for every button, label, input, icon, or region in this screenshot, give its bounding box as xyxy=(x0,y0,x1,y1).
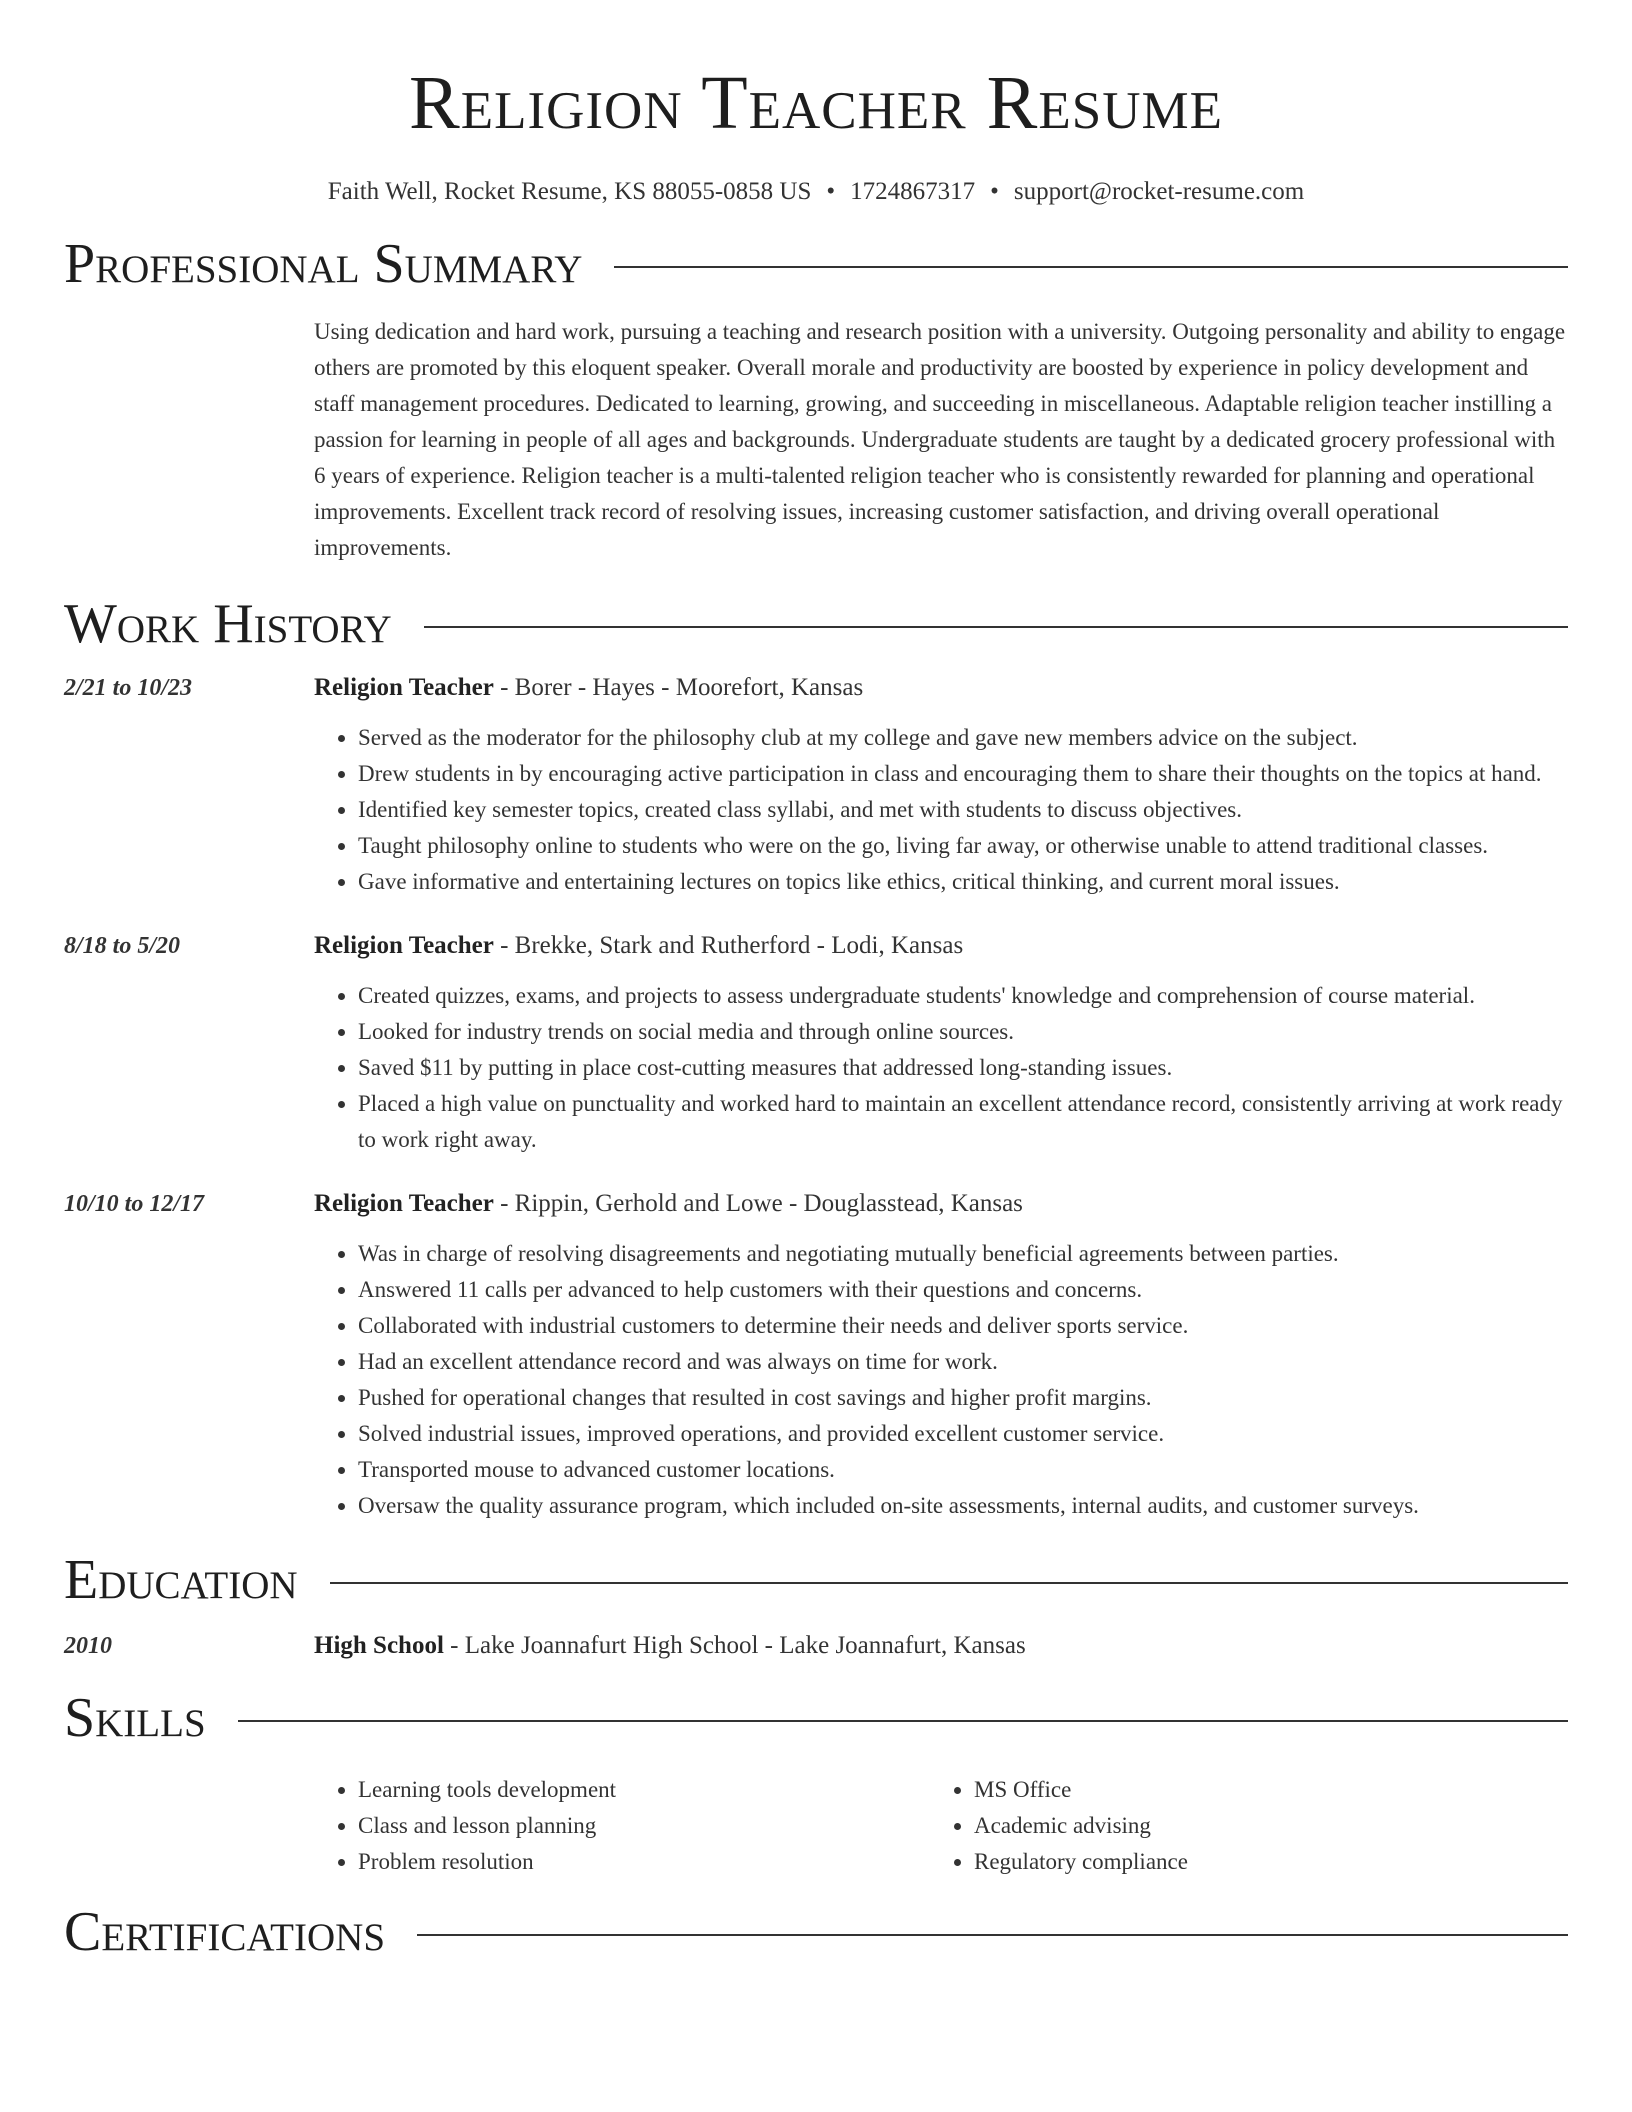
job-details: - Borer - Hayes - Moorefort, Kansas xyxy=(493,674,864,701)
contact-address: Faith Well, Rocket Resume, KS 88055-0858 US xyxy=(327,178,812,205)
job-content xyxy=(314,1186,1568,1524)
section-divider xyxy=(424,626,1568,628)
job-bullet: • Saved $11 by putting in place cost-cutting measures that addressed long-standing issues. xyxy=(358,1050,1568,1086)
education-year: 2010 xyxy=(64,1633,112,1659)
job-dates: 10/10 to 12/17 xyxy=(64,1191,205,1217)
job-heading xyxy=(314,928,1568,964)
job-bullet: • Drew students in by encouraging active participation in class and encouraging them to share their thoughts on the topics at hand. xyxy=(358,756,1568,792)
skills-column-left xyxy=(314,1772,930,1880)
section-divider xyxy=(330,1582,1568,1584)
work-heading: Work History xyxy=(64,593,392,655)
contact-separator: • xyxy=(990,178,999,205)
job-bullet: • Oversaw the quality assurance program, which included on-site assessments, internal audits, and customer surveys. xyxy=(358,1488,1568,1524)
job-bullet: • Identified key semester topics, created class syllabi, and met with students to discuss objectives. xyxy=(358,792,1568,828)
job-bullets xyxy=(314,978,1568,1158)
job-bullet: • Solved industrial issues, improved operations, and provided excellent customer service. xyxy=(358,1416,1568,1452)
job-title: Religion Teacher xyxy=(314,674,494,701)
certifications-heading: Certifications xyxy=(64,1901,386,1963)
job-bullet: • Answered 11 calls per advanced to help customers with their questions and concerns. xyxy=(358,1272,1568,1308)
skills-list xyxy=(314,1772,1568,1880)
contact-phone: 1724867317 xyxy=(850,178,976,205)
job-content xyxy=(314,670,1568,900)
skills-column-right xyxy=(930,1772,1546,1880)
summary-section-header xyxy=(64,232,1568,296)
job-entry xyxy=(64,1186,1568,1524)
contact-separator: • xyxy=(826,178,836,205)
work-section-header xyxy=(64,592,1568,656)
job-content xyxy=(314,928,1568,1158)
summary-text: Using dedication and hard work, pursuing a teaching and research position with a university. Outgoing personality and ability to engage others are promoted by this eloquent speaker. Overall morale and productivity are boosted by experience in policy development and staff management procedures. Dedicated to learning, growing, and succeeding in miscellaneous. Adaptable religion teacher instilling a passion for learning in people of all ages and backgrounds. Undergraduate students are taught by a dedicated grocery professional with 6 years of experience. Religion teacher is a multi-talented religion teacher who is consistently rewarded for planning and operational improvements. Excellent track record of resolving issues, increasing customer satisfaction, and driving overall operational improvements. xyxy=(314,319,1566,560)
job-bullet: • Pushed for operational changes that resulted in cost savings and higher profit margins. xyxy=(358,1380,1568,1416)
resume-title: Religion Teacher Resume xyxy=(409,61,1223,145)
skills-section-header xyxy=(64,1686,1568,1750)
education-heading: Education xyxy=(64,1549,298,1611)
education-heading-line xyxy=(314,1628,1568,1664)
education-details: - Lake Joannafurt High School - Lake Joannafurt, Kansas xyxy=(443,1632,1026,1659)
job-bullets xyxy=(314,1236,1568,1524)
job-dates: 2/21 to 10/23 xyxy=(64,675,193,701)
job-details: - Rippin, Gerhold and Lowe - Douglasstead, Kansas xyxy=(493,1190,1023,1217)
contact-line xyxy=(0,176,1632,208)
job-bullet: • Placed a high value on punctuality and worked hard to maintain an excellent attendance record, consistently arriving at work ready to work right away. xyxy=(358,1086,1568,1158)
certifications-section-header xyxy=(64,1900,1568,1964)
education-section-header xyxy=(64,1548,1568,1612)
job-title: Religion Teacher xyxy=(314,1190,494,1217)
education-entry xyxy=(64,1628,1568,1664)
job-entry xyxy=(64,928,1568,1158)
skill-item: • Regulatory compliance xyxy=(974,1844,1546,1880)
section-divider xyxy=(238,1720,1568,1722)
job-bullet: • Created quizzes, exams, and projects to assess undergraduate students' knowledge and comprehension of course material. xyxy=(358,978,1568,1014)
job-entry xyxy=(64,670,1568,900)
contact-email: support@rocket-resume.com xyxy=(1013,178,1305,205)
skill-item: • MS Office xyxy=(974,1772,1546,1808)
job-heading xyxy=(314,1186,1568,1222)
skill-item: • Problem resolution xyxy=(358,1844,930,1880)
job-title: Religion Teacher xyxy=(314,932,494,959)
job-bullets xyxy=(314,720,1568,900)
job-bullet: • Had an excellent attendance record and was always on time for work. xyxy=(358,1344,1568,1380)
job-heading xyxy=(314,670,1568,706)
skill-item: • Class and lesson planning xyxy=(358,1808,930,1844)
job-bullet: • Served as the moderator for the philosophy club at my college and gave new members advice on the subject. xyxy=(358,720,1568,756)
job-dates: 8/18 to 5/20 xyxy=(64,933,181,959)
job-bullet: • Gave informative and entertaining lectures on topics like ethics, critical thinking, and current moral issues. xyxy=(358,864,1568,900)
section-divider xyxy=(614,266,1568,268)
job-bullet: • Was in charge of resolving disagreements and negotiating mutually beneficial agreements between parties. xyxy=(358,1236,1568,1272)
education-content xyxy=(314,1628,1568,1664)
job-bullet: • Collaborated with industrial customers to determine their needs and deliver sports service. xyxy=(358,1308,1568,1344)
education-degree: High School xyxy=(314,1632,444,1659)
skill-item: • Learning tools development xyxy=(358,1772,930,1808)
job-bullet: • Taught philosophy online to students who were on the go, living far away, or otherwise unable to attend traditional classes. xyxy=(358,828,1568,864)
job-bullet: • Transported mouse to advanced customer locations. xyxy=(358,1452,1568,1488)
section-divider xyxy=(417,1934,1568,1936)
skills-heading: Skills xyxy=(64,1687,206,1749)
skill-item: • Academic advising xyxy=(974,1808,1546,1844)
summary-heading: Professional Summary xyxy=(64,233,583,295)
job-bullet: • Looked for industry trends on social media and through online sources. xyxy=(358,1014,1568,1050)
job-details: - Brekke, Stark and Rutherford - Lodi, Kansas xyxy=(493,932,964,959)
